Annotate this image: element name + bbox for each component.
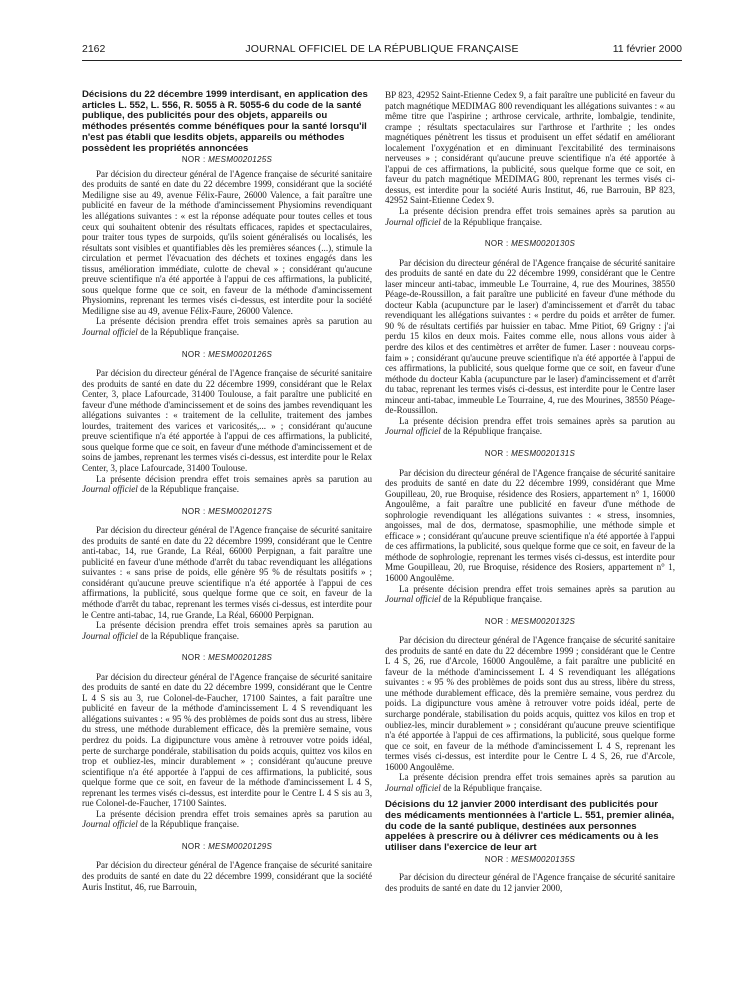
page-header — [82, 43, 682, 59]
decision-text: Par décision du directeur général de l'Agence française de sécurité sanitaire des produits de santé en date du 22 décembre 1999, considérant que le Centre laser minceur anti-tabac, immeuble Le Tourraine, 4, rue des Mourines, 38550 Péage-de-Roussillon, a fait paraître une publicité en faveur d'une méthode du docteur Kabla (acupuncture par le laser) d'amincissement et d'arrêt du tabac revendiquant les allégations suivantes : « perdre du poids et arrêter de fumer. 90 % de résultats certifiés par huissier en tabac. Mme Pitiot, 69 Grigny : j'ai perdu 15 kilos en deux mois. Faites comme elle, nous allons vous aider à perdre des kilos et des centimètres et arrêter de fumer. Laser : nouveau corps-faim » ; considérant qu'aucune preuve scientifique n'a été apportée à l'appui de ces affirmations, la publicité, sous quelque forme que ce soit, en faveur d'une méthode du docteur Kabla (acupuncture par le laser) d'amincissement et d'arrêt du tabac, reprenant les termes visés ci-dessus, est interdite pour le Centre laser minceur anti-tabac, immeuble Le Tourraine, 4, rue des Mourines, 38550 Péage-de-Roussillon. — [385, 257, 675, 416]
nor-reference: NOR : MESM0020129S — [181, 841, 273, 851]
journal-title: JOURNAL OFFICIEL DE LA RÉPUBLIQUE FRANÇAISE — [245, 43, 519, 55]
right-column — [385, 90, 675, 894]
nor-reference: NOR : MESM0020125S — [181, 155, 273, 165]
decision-text: Par décision du directeur général de l'Agence française de sécurité sanitaire des produits de santé en date du 22 décembre 1999, considérant que le Relax Center, 3, place Lafourcade, 31400 Toulouse, a fait paraître une publicité en faveur d'une méthode d'amincissement et de soins des jambes revendiquant les allégations suivantes : « traitement de la cellulite, traitement des jambes lourdes, traitement des varices et varicosités,... » ; considérant qu'aucune preuve scientifique n'a été apportée à l'appui de ces affirmations, la publicité, sous quelque forme que ce soit, en faveur d'une méthode d'amincissement et de soins de jambes, reprenant les termes visés ci-dessus, est interdite pour le Relax Center, 3, place Lafourcade, 31400 Toulouse. — [82, 368, 372, 473]
section-title: Décisions du 22 décembre 1999 interdisant, en application des articles L. 552, L. 556, R. 5055 à R. 5055-6 du code de la santé publique, des publicités pour des objets, appareils ou méthodes présentés comme bénéfiques pour la santé lorsqu'il n'est pas établi que lesdits objets, appareils ou méthodes possèdent les propriétés annoncées — [82, 89, 368, 154]
decision-closing: La présente décision prendra effet trois semaines après sa parution au Journal officiel de la République française. — [82, 620, 372, 641]
page-number: 2162 — [82, 43, 106, 55]
nor-reference: NOR : MESM0020135S — [484, 854, 576, 864]
header-rule — [82, 60, 682, 61]
nor-reference: NOR : MESM0020131S — [484, 448, 576, 458]
nor-reference: NOR : MESM0020128S — [181, 653, 273, 663]
section-title: Décisions du 12 janvier 2000 interdisant des publicités pour des médicaments mentionnées à l'article L. 551, premier alinéa, du code de la santé publique, destinées aux personnes appelées à prescrire ou à délivrer ces médicaments ou à les utiliser dans l'exercice de leur art — [385, 799, 675, 854]
decision-text: Par décision du directeur général de l'Agence française de sécurité sanitaire des produits de santé en date du 22 décembre 1999, considérant que le Centre L 4 S sis au 3, rue Colonel-de-Faucher, 17100 Saintes, a fait paraître une publicité en faveur de la méthode d'amincissement L 4 S revendiquant les allégations suivantes : « 95 % des problèmes de poids sont dus au stress, libère du stress, une méthode durablement efficace, dès la première semaine, vous perdrez du poids. La digipuncture vous amène à retrouver votre poids idéal, perte de surcharge pondérale, stabilisation du poids acquis, quittez vos kilos en trop et oubliez-les, mincir durablement » ; considérant qu'aucune preuve scientifique n'a été apportée à l'appui de ces affirmations, la publicité, sous quelque forme que ce soit, en faveur de la méthode d'amincissement L 4 S, reprenant les termes visés ci-dessus, est interdite pour le Centre L 4 S sis au 3, rue Colonel-de-Faucher, 17100 Saintes. — [82, 671, 372, 809]
decision-text: Par décision du directeur général de l'Agence française de sécurité sanitaire des produits de santé en date du 22 décembre 1999, considérant que la société Auris Institut, 46, rue Barrouin, — [82, 860, 372, 892]
nor-reference: NOR : MESM0020126S — [181, 349, 273, 359]
left-column — [82, 90, 372, 892]
nor-reference: NOR : MESM0020130S — [484, 239, 576, 249]
issue-date: 11 février 2000 — [612, 43, 682, 55]
decision-text: Par décision du directeur général de l'Agence française de sécurité sanitaire des produits de santé en date du 12 janvier 2000, — [385, 872, 675, 893]
decision-text-continued: BP 823, 42952 Saint-Etienne Cedex 9, a fait paraître une publicité en faveur du patch magnétique MEDIMAG 800 revendiquant les allégations suivantes : « au même titre que l'aspirine ; arthrose cervicale, arthrite, lombalgie, tendinite, crampe ; résultats spectaculaires sur l'arthrose et l'arthrite ; les ondes magnétiques pénètrent les tissus et produisent un effet sédatif en améliorant localement l'oxygénation et en diminuant l'excitabilité des terminaisons nerveuses » ; considérant qu'aucune preuve scientifique n'a été apportée à l'appui de ces affirmations, la publicité, sous quelque forme que ce soit, en faveur du patch magnétique MEDIMAG 800, reprenant les termes visés ci-dessus, est interdite pour la société Auris Institut, 46, rue Barrouin, BP 823, 42952 Saint-Etienne Cedex 9. — [385, 90, 675, 206]
decision-closing: La présente décision prendra effet trois semaines après sa parution au Journal officiel de la République française. — [82, 316, 372, 337]
decision-closing: La présente décision prendra effet trois semaines après sa parution au Journal officiel de la République française. — [385, 206, 675, 227]
decision-closing: La présente décision prendra effet trois semaines après sa parution au Journal officiel de la République française. — [82, 473, 372, 495]
nor-reference: NOR : MESM0020127S — [181, 506, 273, 516]
decision-closing: La présente décision prendra effet trois semaines après sa parution au Journal officiel de la République française. — [82, 808, 372, 830]
decision-text: Par décision du directeur général de l'Agence française de sécurité sanitaire des produits de santé en date du 22 décembre 1999 ; considérant que le Centre L 4 S, 26, rue d'Arcole, 16000 Angoulême, a fait paraître une publicité en faveur de la méthode d'amincissement L 4 S revendiquant les allégations suivantes : « 95 % des problèmes de poids sont dus au stress, libère du stress, une méthode durablement efficace, dès la première semaine, vous perdrez du poids. La digipuncture vous amène à retrouver votre poids idéal, perte de surcharge pondérale, stabilisation du poids acquis, quittez vos kilos en trop et oubliez-les, mincir durablement » ; considérant qu'aucune preuve scientifique n'a été apportée à l'appui de ces affirmations, la publicité, sous quelque forme que ce soit, en faveur de la méthode d'amincissement L 4 S, reprenant les termes visés ci-dessus, est interdite pour le Centre L 4 S, 26, rue d'Arcole, 16000 Angoulême. — [385, 635, 675, 772]
decision-text: Par décision du directeur général de l'Agence française de sécurité sanitaire des produits de santé en date du 22 décembre 1999, considérant que le Centre anti-tabac, 14, rue Grande, La Réal, 66000 Perpignan, a fait paraître une publicité en faveur d'une méthode d'arrêt du tabac revendiquant les allégations suivantes : « sans prise de poids, elle génère 95 % de résultats positifs » ; considérant qu'aucune preuve scientifique n'a été apportée à l'appui de ces affirmations, la publicité, sous quelque forme que ce soit, en faveur de la méthode d'arrêt du tabac, reprenant les termes visés ci-dessus, est interdite pour le Centre anti-tabac, 14, rue Grande, La Réal, 66000 Perpignan. — [82, 525, 372, 620]
decision-text: Par décision du directeur général de l'Agence française de sécurité sanitaire des produits de santé en date du 22 décembre 1999, considérant que la société Mediligne sise au 49, avenue Félix-Faure, 26000 Valence, a fait paraître une publicité en faveur de la méthode d'amincissement Physiomins revendiquant les allégations suivantes : « est la réponse adéquate pour toutes celles et tous ceux qui souhaitent obtenir des résultats efficaces, rapides et spectaculaires, pour traiter tous types de surpoids, qu'ils soient généralisés ou localisés, les résultats sont visibles et quantifiables dès les premières séances (...), stimule la circulation et permet l'évacuation des déchets et toxines engagés dans les tissus, amélioration immédiate, culotte de cheval » ; considérant qu'aucune preuve scientifique n'a été apportée à l'appui de ces affirmations, la publicité, sous quelque forme que ce soit, en faveur de la méthode d'amincissement Physiomins, reprenant les termes visés ci-dessus, est interdite pour la société Mediligne sise au 49, avenue Félix-Faure, 26000 Valence. — [82, 168, 372, 316]
decision-closing: La présente décision prendra effet trois semaines après sa parution au Journal officiel de la République française. — [385, 415, 675, 437]
decision-closing: La présente décision prendra effet trois semaines après sa parution au Journal officiel de la République française. — [385, 583, 675, 605]
decision-text: Par décision du directeur général de l'Agence française de sécurité sanitaire des produits de santé en date du 22 décembre 1999, considérant que Mme Goupilleau, 20, rue Broquise, résidence des Rosiers, appartement n° 1, 16000 Angoulême, a fait paraître une publicité en faveur d'une méthode de sophrologie revendiquant les allégations suivantes : « stress, insomnies, angoisses, mal de dos, dermatose, spasmophilie, une méthode simple et efficace » ; considérant qu'aucune preuve scientifique n'a été apportée à l'appui de ces affirmations, la publicité, sous quelque forme que ce soit, en faveur de la méthode de sophrologie, reprenant les termes visés ci-dessus, est interdite pour Mme Goupilleau, 20, rue Broquise, résidence des Rosiers, appartement n° 1, 16000 Angoulême. — [385, 467, 675, 583]
nor-reference: NOR : MESM0020132S — [484, 616, 576, 626]
decision-closing: La présente décision prendra effet trois semaines après sa parution au Journal officiel de la République française. — [385, 772, 675, 793]
